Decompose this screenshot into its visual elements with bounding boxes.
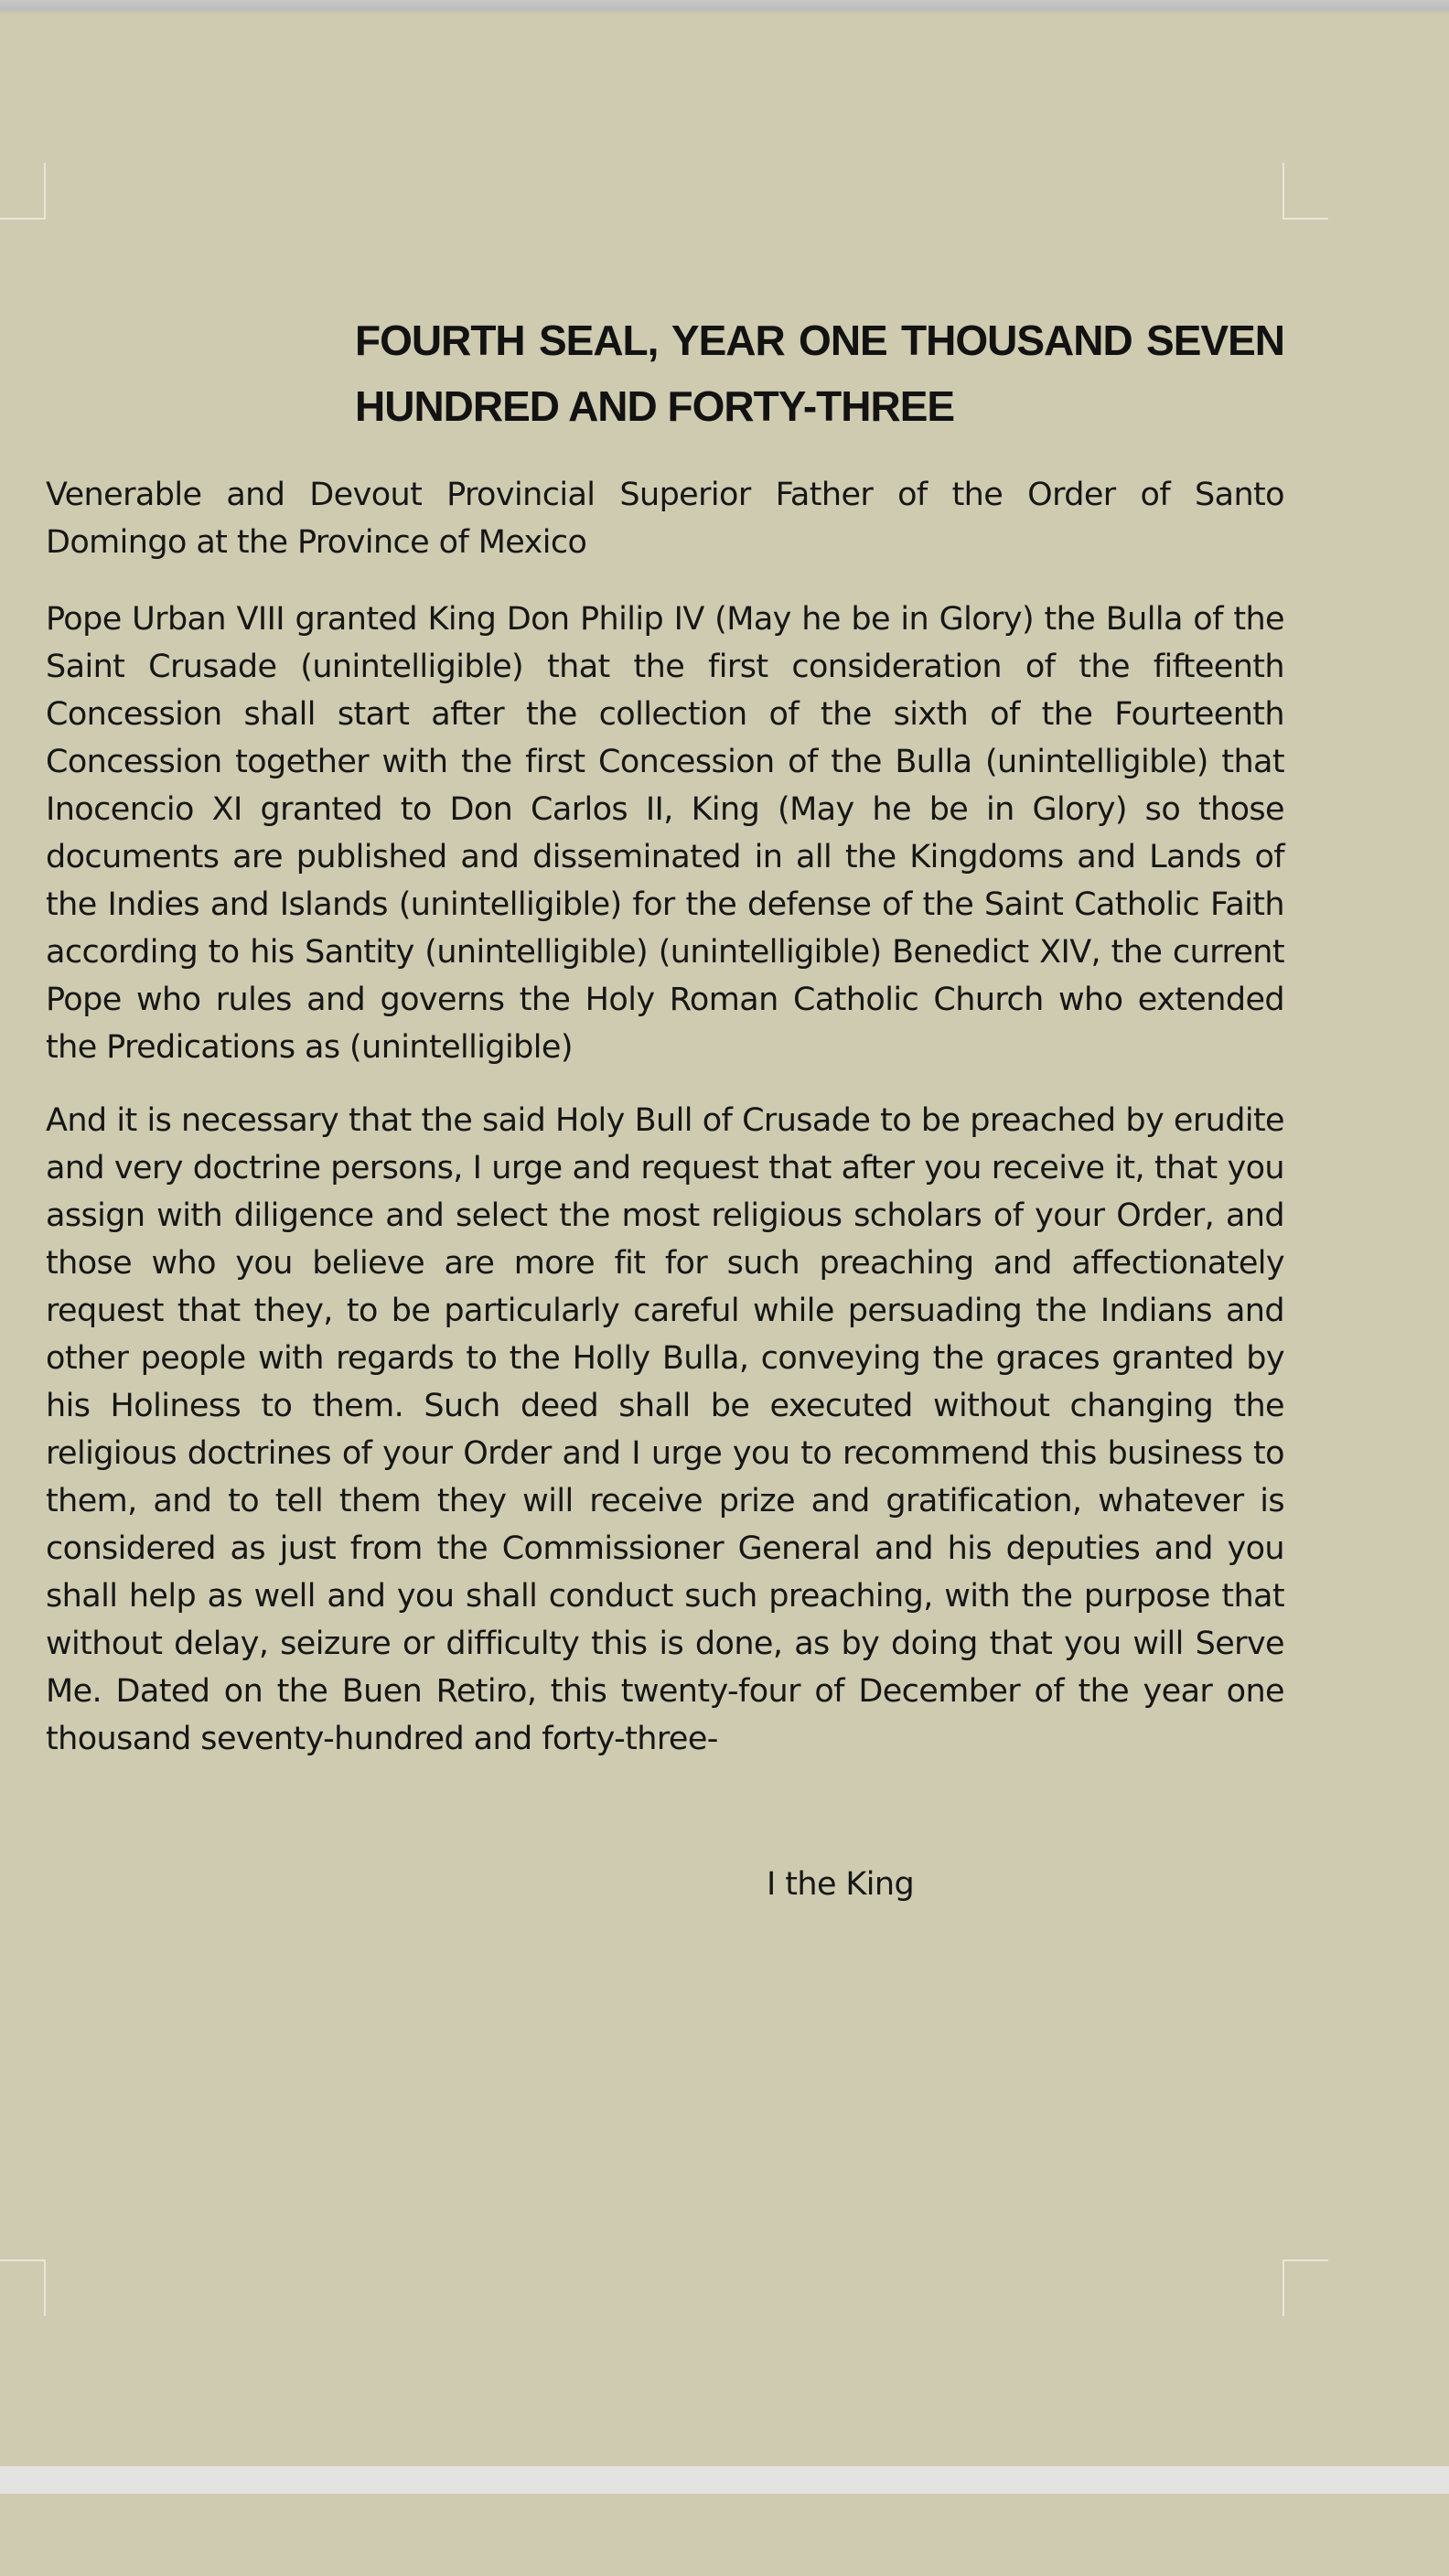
- salutation-paragraph: Venerable and Devout Provincial Superior Father of the Order of Santo Domingo at the Province of Mexico: [46, 477, 1284, 561]
- page-separator: [0, 2466, 1449, 2494]
- body-paragraph-2: And it is necessary that the said Holy Bull of Crusade to be preached by erudite and very doctrine persons, I urge and request that after you receive it, that you assign with diligence and select the most religious scholars of your Order, and those who you believe are more fit for such preaching and affectionately request that they, to be particularly careful while persuading the Indians and other people with regards to the Holly Bulla, conveying the graces granted by his Holiness to them. Such deed shall be executed without changing the religious doctrines of your Order and I urge you to recommend this business to them, and to tell them they will receive prize and gratification, whatever is considered as just from the Commissioner General and his deputies and you shall help as well and you shall conduct such preaching, with the purpose that without delay, seizure or difficulty this is done, as by doing that you will Serve Me. Dated on the Buen Retiro, this twenty-four of December of the year one thousand seventy-hundred and forty-three-: [46, 1102, 1284, 1757]
- margin-mark-bottom-left: [0, 2259, 46, 2316]
- margin-mark-top-right: [1283, 163, 1328, 220]
- viewer-top-edge: [0, 0, 1449, 15]
- signature-line: I the King: [767, 1866, 915, 1903]
- next-page-top: [0, 2494, 1449, 2576]
- document-title: FOURTH SEAL, YEAR ONE THOUSAND SEVEN HUNDRED AND FORTY-THREE: [355, 317, 1284, 430]
- margin-mark-top-left: [0, 163, 46, 220]
- body-paragraph-1: Pope Urban VIII granted King Don Philip IV (May he be in Glory) the Bulla of the Saint Crusade (unintelligible) that the first consideration of the fifteenth Concession shall start after the collection of the sixth of the Fourteenth Concession together with the first Concession of the Bulla (unintelligible) that Inocencio XI granted to Don Carlos II, King (May he be in Glory) so those documents are published and disseminated in all the Kingdoms and Lands of the Indies and Islands (unintelligible) for the defense of the Saint Catholic Faith according to his Santity (unintelligible) (unintelligible) Benedict XIV, the current Pope who rules and governs the Holy Roman Catholic Church who extended the Predications as (unintelligible): [46, 601, 1284, 1066]
- margin-mark-bottom-right: [1283, 2259, 1328, 2316]
